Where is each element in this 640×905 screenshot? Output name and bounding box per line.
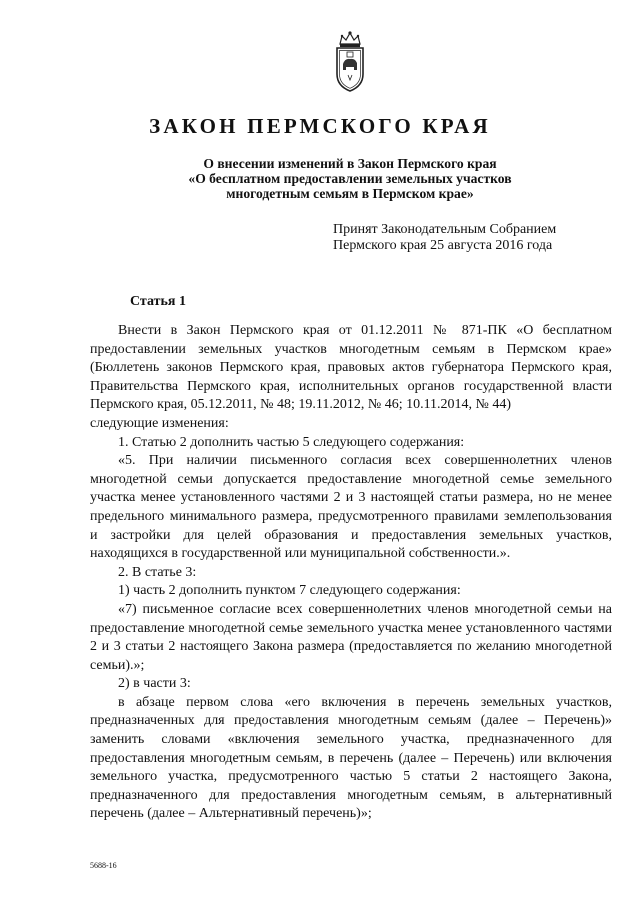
paragraph: Внести в Закон Пермского края от 01.12.2011 № 871-ПК «О бесплатном предоставлении земельных участков многодетным семьям в Пермском крае» (Бюллетень законов Пермского края, правовых актов губернатора Пермского края, Правительства Пермского края, исполнительных органов государственной власти Пермского края, 05.12.2011, № 48; 19.11.2012, № 46; 10.11.2014, № 44)	[90, 323, 612, 413]
paragraph: «7) письменное согласие всех совершеннолетних членов многодетной семьи на предоставление многодетной семье земельного участка менее установленного частями 2 и 3 статьи 2 настоящего Закона размера (предоставляется по желанию многодетной семьи).»;	[90, 601, 612, 673]
paragraph: 1. Статью 2 дополнить частью 5 следующего содержания:	[118, 434, 465, 450]
subtitle-line: многодетным семьям в Пермском крае»	[226, 186, 474, 201]
paragraph: 2. В статье 3:	[118, 564, 197, 580]
document-code: 5688-16	[90, 861, 117, 870]
subtitle-line: О внесении изменений в Закон Пермского края	[203, 156, 497, 171]
law-subtitle	[0, 156, 640, 201]
paragraph: «5. При наличии письменного согласия всех совершеннолетних членов многодетной семьи допускается предоставление многодетной семье земельного участка менее установленного частями 2 и 3 настоящей статьи размера, но не менее предельного минимального размера, предусмотренного правилами землепользования и застройки для целей образования и предоставления земельных участков, находящихся в государственной или муниципальной собственности.».	[90, 453, 612, 562]
adoption-line: Принят Законодательным Собранием	[333, 222, 557, 237]
paragraph: следующие изменения:	[90, 415, 229, 431]
paragraph: 2) в части 3:	[118, 676, 191, 692]
article-body	[90, 322, 612, 824]
paragraph: 1) часть 2 дополнить пунктом 7 следующего содержания:	[118, 583, 461, 599]
subtitle-line: «О бесплатном предоставлении земельных участков	[188, 171, 512, 186]
article-heading: Статья 1	[130, 294, 186, 309]
adoption-note	[333, 222, 556, 254]
paragraph: в абзаце первом слова «его включения в перечень земельных участков, предназначенных для предоставления многодетным семьям (далее – Перечень)» заменить словами «включения земельного участка, предназначенного для предоставления многодетным семьям, в перечень (далее – Перечень) или включения земельного участка, предусмотренного частью 5 статьи 2 настоящего Закона, предназначенного для предоставления многодетным семьям, в альтернативный перечень (далее – Альтернативный перечень)»;	[90, 694, 612, 822]
adoption-line: Пермского края 25 августа 2016 года	[333, 238, 553, 253]
law-title: ЗАКОН ПЕРМСКОГО КРАЯ	[149, 114, 491, 138]
coat-of-arms-icon	[331, 30, 369, 94]
